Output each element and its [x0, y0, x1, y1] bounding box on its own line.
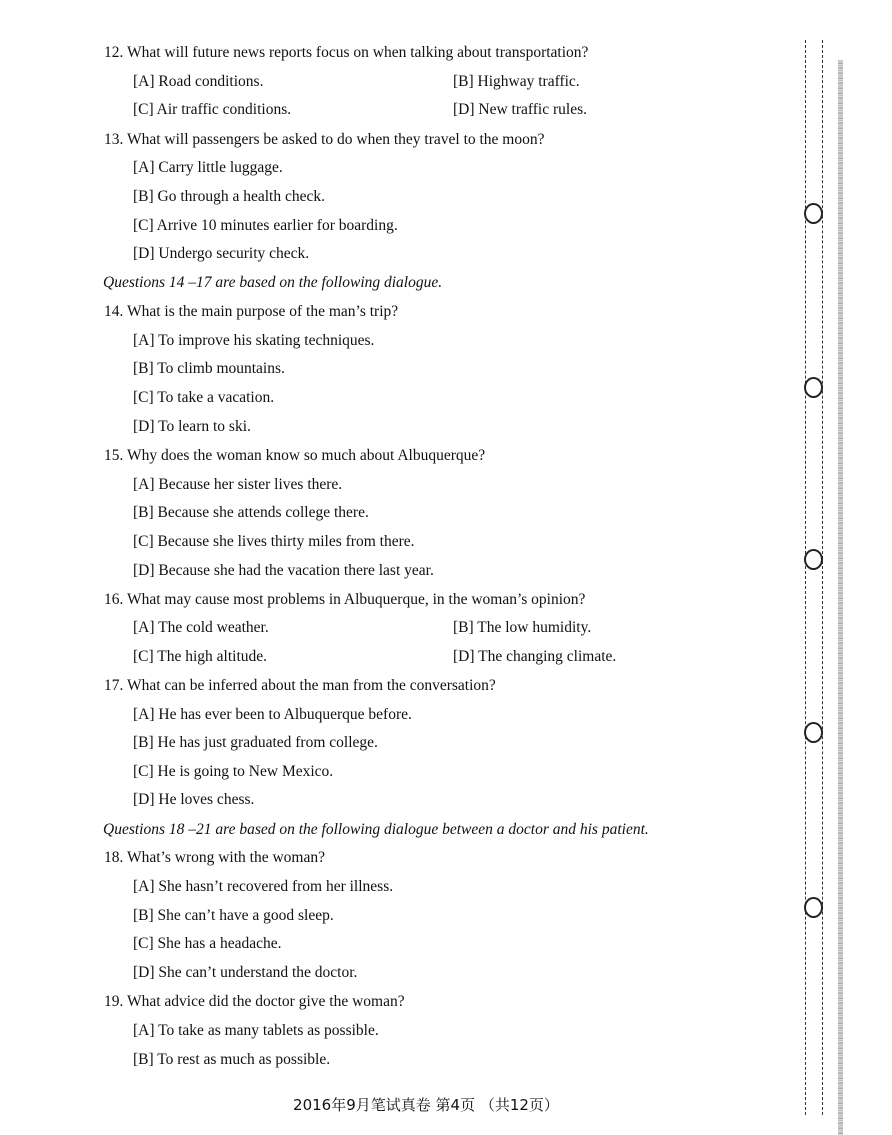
option-18-d: [D] She can’t understand the doctor. — [133, 964, 358, 981]
footer-text: 2016年9月笔试真卷 第4页 （共12页） — [293, 1096, 559, 1114]
question-19: 19. What advice did the doctor give the woman? — [104, 993, 405, 1010]
option-13-a: [A] Carry little luggage. — [133, 159, 283, 176]
option-16-a: [A] The cold weather. — [133, 619, 269, 636]
binding-margin — [800, 40, 860, 1115]
question-15: 15. Why does the woman know so much about Albuquerque? — [104, 447, 486, 464]
option-17-d: [D] He loves chess. — [133, 791, 255, 808]
option-15-b: [B] Because she attends college there. — [133, 504, 369, 521]
page-footer — [0, 1094, 892, 1115]
option-19-b: [B] To rest as much as possible. — [133, 1051, 331, 1068]
question-16: 16. What may cause most problems in Albuquerque, in the woman’s opinion? — [104, 591, 586, 608]
option-12-a: [A] Road conditions. — [133, 73, 264, 90]
question-17: 17. What can be inferred about the man from the conversation? — [104, 677, 496, 694]
option-13-c: [C] Arrive 10 minutes earlier for boarding. — [133, 217, 398, 234]
option-19-a: [A] To take as many tablets as possible. — [133, 1022, 379, 1039]
binding-hole-icon — [804, 897, 823, 918]
question-18: 18. What’s wrong with the woman? — [104, 849, 325, 866]
question-13: 13. What will passengers be asked to do when they travel to the moon? — [104, 131, 545, 148]
option-18-a: [A] She hasn’t recovered from her illness. — [133, 878, 394, 895]
option-16-c: [C] The high altitude. — [133, 648, 268, 665]
option-15-d: [D] Because she had the vacation there last year. — [133, 562, 434, 579]
option-14-c: [C] To take a vacation. — [133, 389, 275, 406]
section-note-18-21: Questions 18 –21 are based on the following dialogue between a doctor and his patient. — [103, 821, 649, 838]
option-17-c: [C] He is going to New Mexico. — [133, 763, 334, 780]
question-12: 12. What will future news reports focus on when talking about transportation? — [104, 44, 589, 61]
option-17-b: [B] He has just graduated from college. — [133, 734, 378, 751]
option-15-a: [A] Because her sister lives there. — [133, 476, 343, 493]
option-13-d: [D] Undergo security check. — [133, 245, 310, 262]
option-18-c: [C] She has a headache. — [133, 935, 282, 952]
option-16-d: [D] The changing climate. — [453, 648, 617, 665]
option-18-b: [B] She can’t have a good sleep. — [133, 907, 334, 924]
binding-hole-icon — [804, 549, 823, 570]
section-note-14-17: Questions 14 –17 are based on the following dialogue. — [103, 274, 443, 291]
question-14: 14. What is the main purpose of the man’s trip? — [104, 303, 399, 320]
option-16-b: [B] The low humidity. — [453, 619, 592, 636]
binding-hole-icon — [804, 203, 823, 224]
cut-line-right — [822, 40, 823, 1115]
option-14-a: [A] To improve his skating techniques. — [133, 332, 375, 349]
binding-hole-icon — [804, 722, 823, 743]
option-14-d: [D] To learn to ski. — [133, 418, 251, 435]
option-13-b: [B] Go through a health check. — [133, 188, 325, 205]
option-15-c: [C] Because she lives thirty miles from there. — [133, 533, 415, 550]
option-12-d: [D] New traffic rules. — [453, 101, 587, 118]
option-17-a: [A] He has ever been to Albuquerque before. — [133, 706, 412, 723]
option-12-c: [C] Air traffic conditions. — [133, 101, 292, 118]
option-12-b: [B] Highway traffic. — [453, 73, 580, 90]
option-14-b: [B] To climb mountains. — [133, 360, 285, 377]
scanned-page-edge — [838, 60, 843, 1135]
binding-hole-icon — [804, 377, 823, 398]
cut-line-left — [805, 40, 806, 1115]
